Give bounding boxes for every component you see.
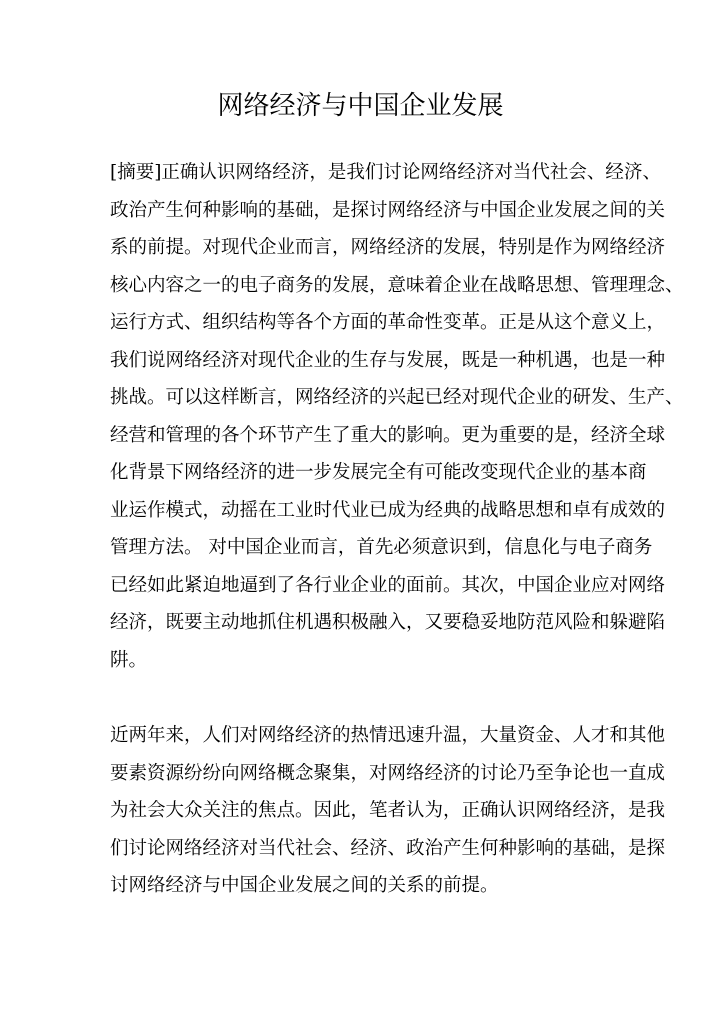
text-line: 管理方法。 对中国企业而言，首先必须意识到，信息化与电子商务 [110, 537, 653, 558]
text-line: 们讨论网络经济对当代社会、经济、政治产生何种影响的基础，是探 [110, 837, 666, 859]
text-line: 化背景下网络经济的进一步发展完全有可能改变现代企业的基本商 [110, 462, 647, 483]
text-line: 挑战。可以这样断言，网络经济的兴起已经对现代企业的研发、生产、 [110, 387, 684, 408]
text-line: 经济，既要主动地抓住机遇积极融入，又要稳妥地防范风险和躲避陷 [110, 612, 666, 633]
text-line: 运行方式、组织结构等各个方面的革命性变革。正是从这个意义上， [110, 312, 666, 333]
text-line: 阱。 [110, 649, 148, 671]
text-line: 已经如此紧迫地逼到了各行业企业的面前。其次，中国企业应对网络 [110, 574, 666, 596]
abstract-paragraph [110, 154, 684, 679]
text-line: 核心内容之一的电子商务的发展，意味着企业在战略思想、管理理念、 [110, 274, 684, 296]
text-line: 政治产生何种影响的基础，是探讨网络经济与中国企业发展之间的关 [110, 199, 666, 221]
text-line: 经营和管理的各个环节产生了重大的影响。更为重要的是，经济全球 [110, 424, 666, 446]
text-line: 业运作模式，动摇在工业时代业已成为经典的战略思想和卓有成效的 [110, 499, 666, 521]
text-line: [摘要]正确认识网络经济，是我们讨论网络经济对当代社会、经济、 [110, 162, 661, 183]
body-paragraph [110, 717, 666, 905]
text-line: 近两年来，人们对网络经济的热情迅速升温，大量资金、人才和其他 [110, 725, 666, 746]
text-line: 为社会大众关注的焦点。因此，笔者认为，正确认识网络经济，是我 [110, 800, 666, 821]
text-line: 系的前提。对现代企业而言，网络经济的发展，特别是作为网络经济 [110, 237, 666, 258]
document-title: 网络经济与中国企业发展 [217, 91, 504, 121]
text-line: 要素资源纷纷向网络概念聚集，对网络经济的讨论乃至争论也一直成 [110, 762, 666, 784]
text-line: 我们说网络经济对现代企业的生存与发展，既是一种机遇，也是一种 [110, 349, 666, 371]
text-line: 讨网络经济与中国企业发展之间的关系的前提。 [110, 875, 499, 896]
